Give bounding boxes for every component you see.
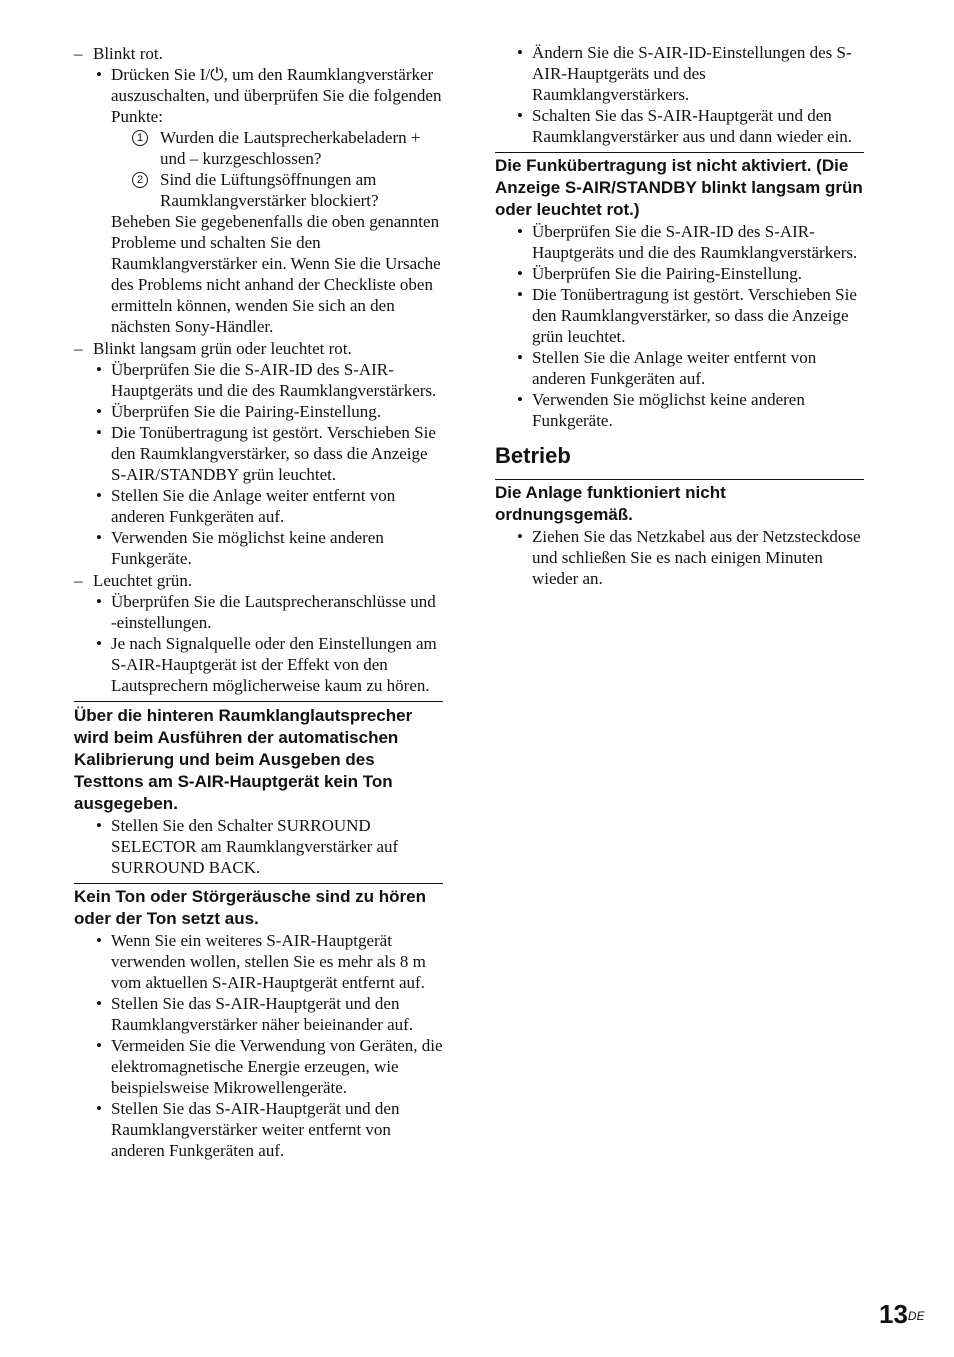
bullet-text: Überprüfen Sie die Pairing-Einstellung. (532, 264, 803, 283)
dash-text: Blinkt langsam grün oder leuchtet rot. (93, 339, 352, 358)
dash-marker: – (74, 44, 83, 63)
bullet-text: Ändern Sie die S-AIR-ID-Einstellungen des S-AIR-Hauptgeräts und des Raumklangverstärkers. (532, 43, 852, 104)
bullet-item (74, 591, 443, 633)
bullet-marker: • (96, 402, 102, 421)
bullet-marker: • (517, 390, 523, 409)
bullet-item (495, 526, 864, 589)
numbered-text: Wurden die Lautsprecherkabeladern + und – kurzgeschlossen? (160, 128, 421, 168)
numbered-item-2 (74, 169, 443, 211)
bullet-marker: • (96, 634, 102, 653)
circled-number-1-icon: 1 (132, 130, 148, 146)
problem-heading: Kein Ton oder Störgeräusche sind zu hören oder der Ton setzt aus. (74, 887, 427, 928)
page-number (879, 1300, 925, 1328)
bullet-text: Verwenden Sie möglichst keine anderen Funkgeräte. (111, 528, 384, 568)
bullet-marker: • (96, 816, 102, 835)
dash-marker: – (74, 571, 83, 590)
dash-text: Leuchtet grün. (93, 571, 193, 590)
paragraph: Beheben Sie gegebenenfalls die oben genannten Probleme und schalten Sie den Raumklangverstärker ein. Wenn Sie die Ursache des Problems nicht anhand der Checkliste oben ermitteln können, wenden Sie sich an den nächsten Sony-Händler. (111, 212, 441, 336)
bullet-item (74, 359, 443, 401)
problem-heading: Die Anlage funktioniert nicht ordnungsgemäß. (495, 483, 726, 524)
bullet-text: Vermeiden Sie die Verwendung von Geräten, die elektromagnetische Energie erzeugen, wie beispielsweise Mikrowellengeräte. (111, 1036, 443, 1097)
section-divider (495, 152, 864, 153)
bullet-item (74, 930, 443, 993)
bullet-text: Ziehen Sie das Netzkabel aus der Netzsteckdose und schließen Sie es nach einigen Minuten wieder an. (532, 527, 861, 588)
numbered-item-1 (74, 127, 443, 169)
bullet-marker: • (96, 1036, 102, 1055)
bullet-item (74, 527, 443, 569)
bullet-item (495, 221, 864, 263)
bullet-marker: • (96, 65, 102, 84)
bullet-marker: • (96, 528, 102, 547)
bullet-item (495, 105, 864, 147)
bullet-item (74, 1035, 443, 1098)
bullet-marker: • (517, 264, 523, 283)
bullet-text: Überprüfen Sie die S-AIR-ID des S-AIR-Hauptgeräts und die des Raumklangverstärkers. (111, 360, 437, 400)
section-divider (74, 883, 443, 884)
dash-item-blinkt-langsam (74, 338, 443, 359)
problem-heading: Die Funkübertragung ist nicht aktiviert. (Die Anzeige S-AIR/STANDBY blinkt langsam grün oder leuchtet rot.) (495, 156, 863, 219)
bullet-marker: • (517, 285, 523, 304)
bullet-item (74, 401, 443, 422)
bullet-text: Verwenden Sie möglichst keine anderen Funkgeräte. (532, 390, 805, 430)
problem-heading: Über die hinteren Raumklanglautsprecher wird beim Ausführen der automatischen Kalibrierung und beim Ausgeben des Testtons am S-AIR-Hauptgerät kein Ton ausgegeben. (74, 706, 413, 813)
dash-text: Blinkt rot. (93, 44, 163, 63)
page-language-suffix: DE (907, 1309, 925, 1323)
numbered-text: Sind die Lüftungsöffnungen am Raumklangverstärker blockiert? (160, 170, 379, 210)
bullet-text: Überprüfen Sie die S-AIR-ID des S-AIR-Hauptgeräts und die des Raumklangverstärkers. (532, 222, 858, 262)
bullet-item (495, 263, 864, 284)
bullet-marker: • (517, 106, 523, 125)
circled-number-2-icon: 2 (132, 172, 148, 188)
section-divider (495, 479, 864, 480)
dash-item-blinkt-rot (74, 43, 443, 64)
bullet-text: Stellen Sie den Schalter SURROUND SELECTOR am Raumklangverstärker auf SURROUND BACK. (111, 816, 399, 877)
bullet-text: Drücken Sie I/⏻, um den Raumklangverstärker auszuschalten, und überprüfen Sie die folgenden Punkte: (111, 65, 442, 126)
bullet-item (74, 485, 443, 527)
bullet-marker: • (96, 931, 102, 950)
bullet-item (74, 422, 443, 485)
bullet-marker: • (517, 222, 523, 241)
bullet-text: Die Tonübertragung ist gestört. Verschieben Sie den Raumklangverstärker, so dass die Anzeige S-AIR/STANDBY grün leuchtet. (111, 423, 436, 484)
bullet-item (495, 389, 864, 431)
bullet-marker: • (517, 348, 523, 367)
bullet-item (495, 284, 864, 347)
bullet-item (495, 42, 864, 105)
bullet-marker: • (96, 360, 102, 379)
bullet-item (74, 64, 443, 127)
section-divider (74, 701, 443, 702)
bullet-text: Überprüfen Sie die Pairing-Einstellung. (111, 402, 382, 421)
bullet-marker: • (96, 486, 102, 505)
bullet-text: Schalten Sie das S-AIR-Hauptgerät und den Raumklangverstärker aus und dann wieder ein. (532, 106, 853, 146)
bullet-item (74, 1098, 443, 1161)
bullet-marker: • (96, 592, 102, 611)
bullet-text: Stellen Sie das S-AIR-Hauptgerät und den Raumklangverstärker näher beieinander auf. (111, 994, 414, 1034)
section-title: Betrieb (495, 443, 571, 468)
bullet-text: Stellen Sie das S-AIR-Hauptgerät und den Raumklangverstärker weiter entfernt von anderen Funkgeräten auf. (111, 1099, 400, 1160)
bullet-marker: • (96, 423, 102, 442)
bullet-text: Die Tonübertragung ist gestört. Verschieben Sie den Raumklangverstärker, so dass die Anzeige grün leuchtet. (532, 285, 857, 346)
bullet-marker: • (96, 1099, 102, 1118)
bullet-marker: • (96, 994, 102, 1013)
bullet-item (74, 633, 443, 696)
bullet-item (74, 815, 443, 878)
bullet-text: Stellen Sie die Anlage weiter entfernt von anderen Funkgeräten auf. (111, 486, 396, 526)
bullet-text: Überprüfen Sie die Lautsprecheranschlüsse und -einstellungen. (111, 592, 436, 632)
bullet-text: Wenn Sie ein weiteres S-AIR-Hauptgerät verwenden wollen, stellen Sie es mehr als 8 m vom aktuellen S-AIR-Hauptgerät entfernt auf. (111, 931, 426, 992)
bullet-marker: • (517, 43, 523, 62)
page-number-value: 13 (879, 1299, 908, 1329)
dash-marker: – (74, 339, 83, 358)
bullet-marker: • (517, 527, 523, 546)
left-column (74, 42, 443, 1161)
bullet-text: Stellen Sie die Anlage weiter entfernt von anderen Funkgeräten auf. (532, 348, 817, 388)
right-column (495, 42, 864, 589)
bullet-item (74, 993, 443, 1035)
bullet-text: Je nach Signalquelle oder den Einstellungen am S-AIR-Hauptgerät ist der Effekt von den Lautsprechern möglicherweise kaum zu hören. (111, 634, 437, 695)
bullet-item (495, 347, 864, 389)
dash-item-leuchtet-gruen (74, 570, 443, 591)
